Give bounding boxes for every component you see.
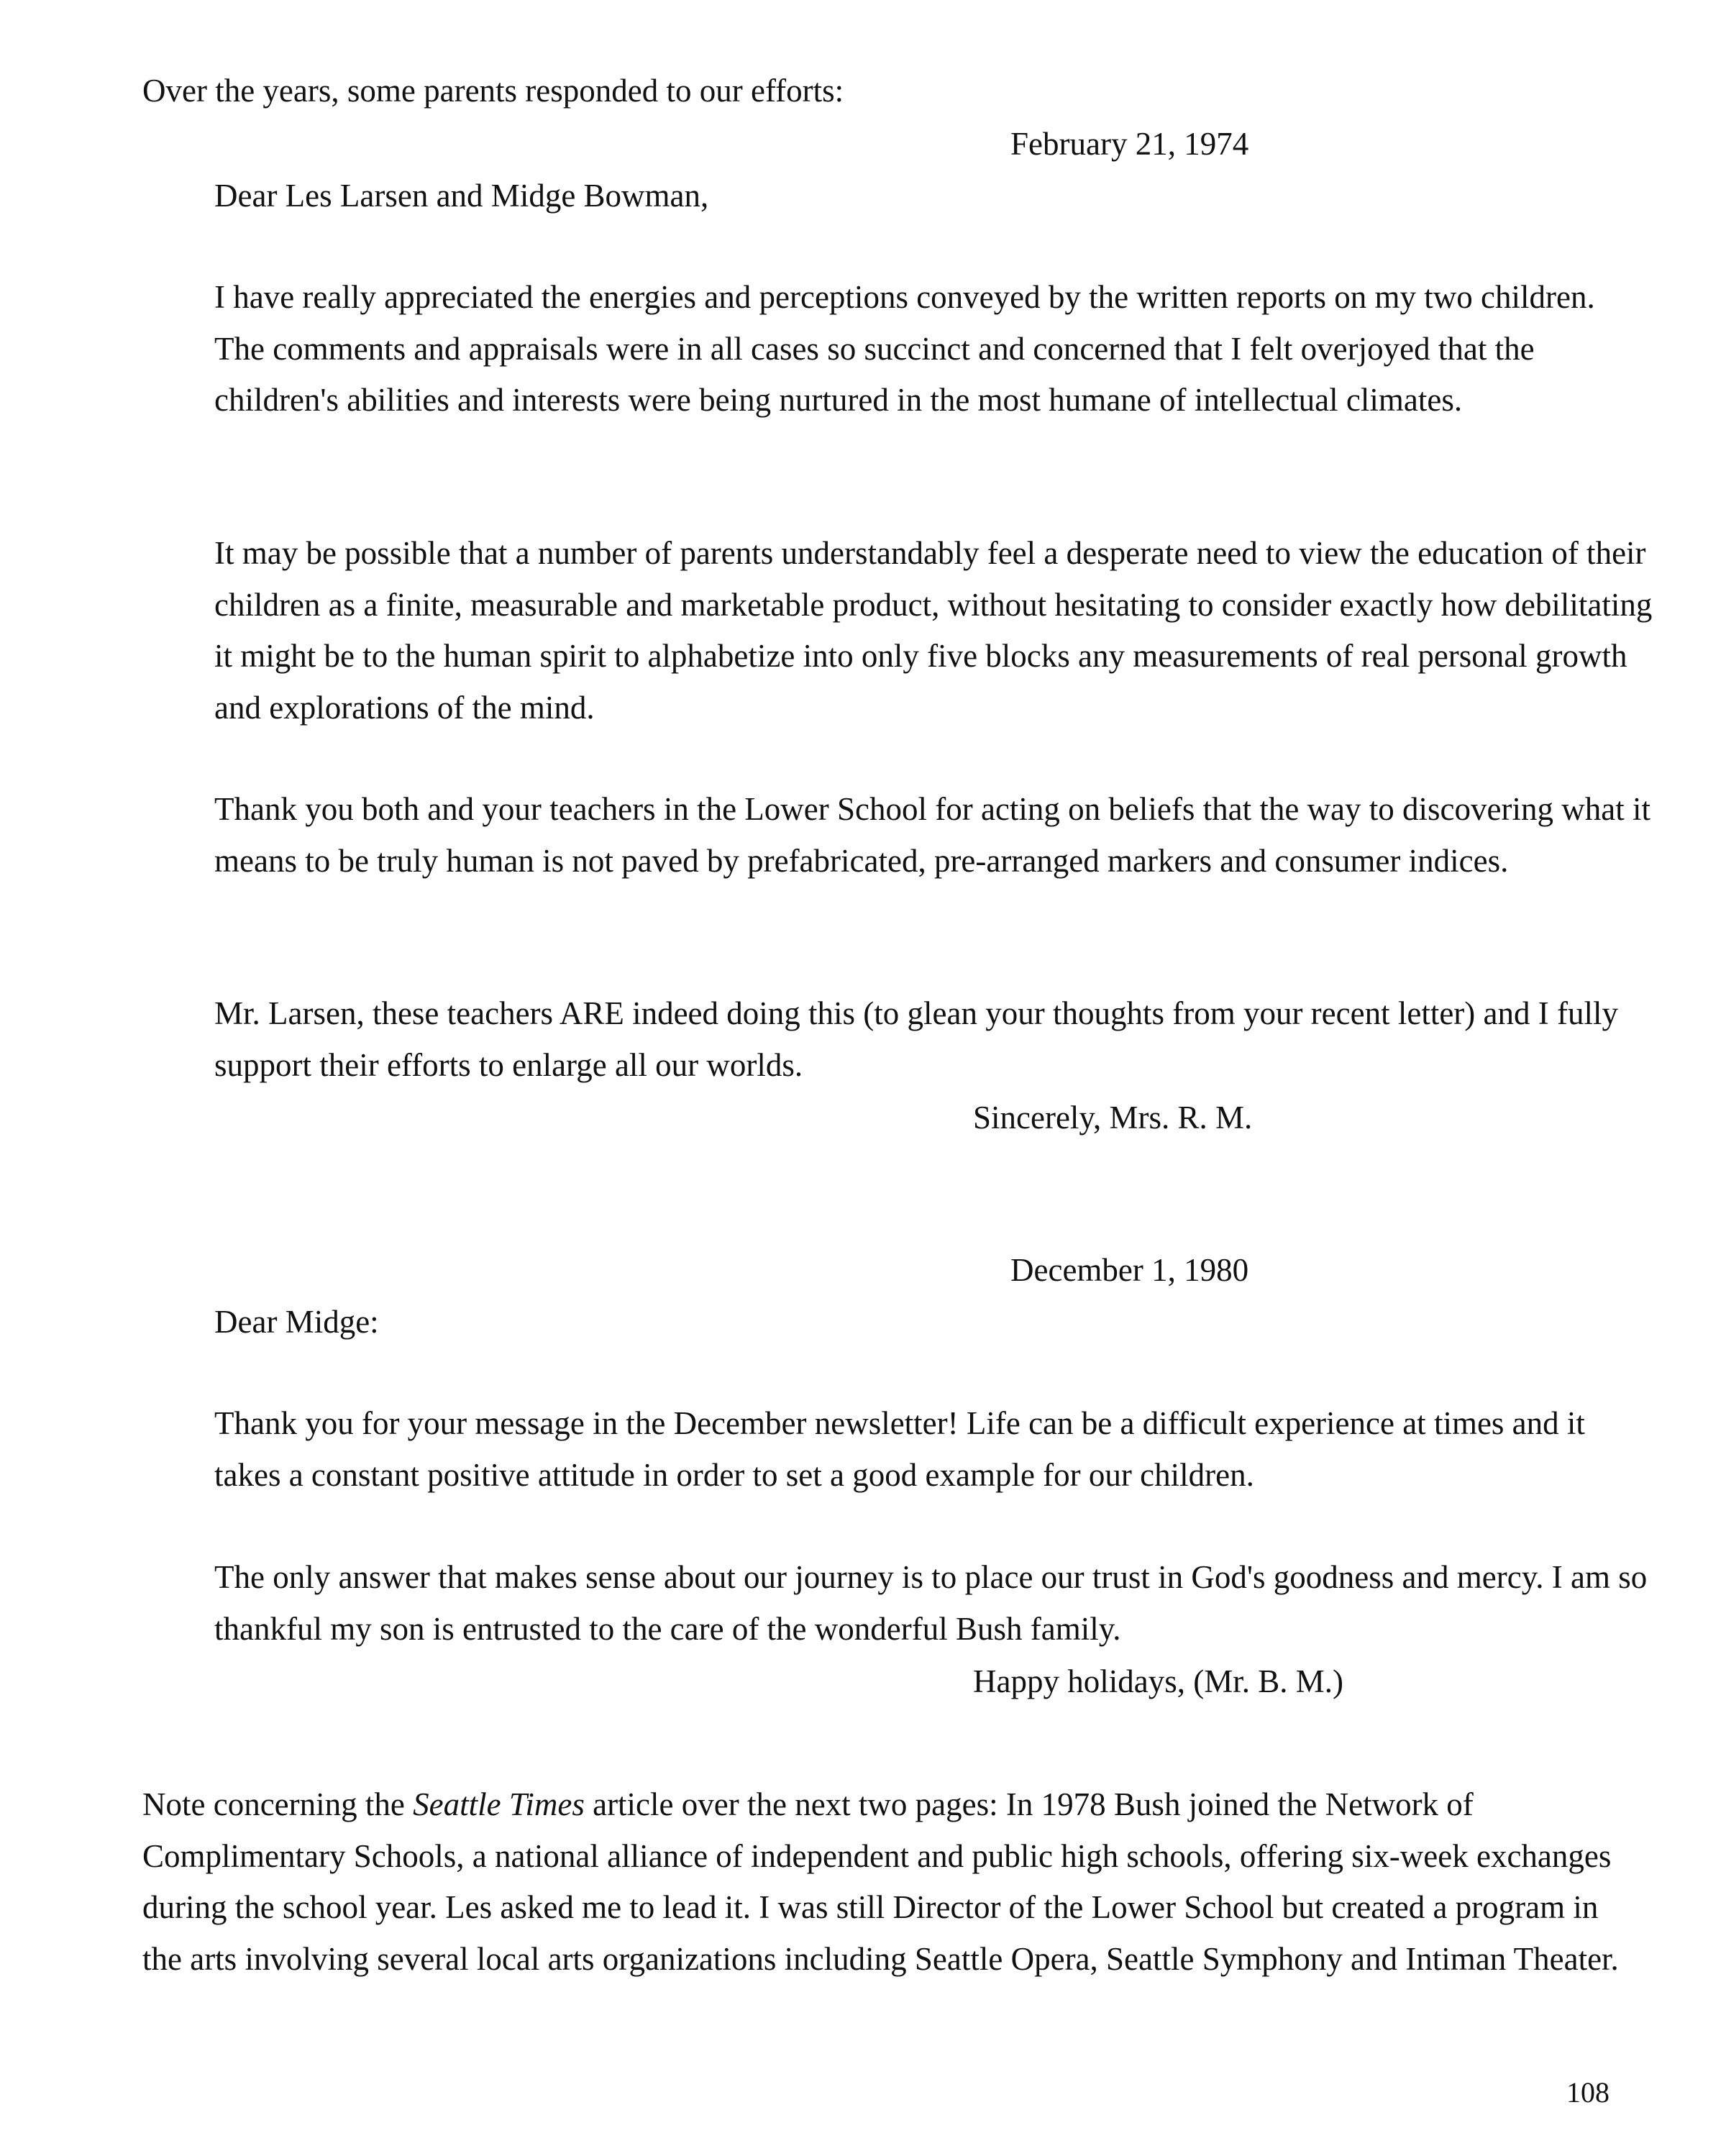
letter-2-date: December 1, 1980 xyxy=(1010,1252,1249,1288)
note-text-after: article over the next two pages: In 1978 Bush joined the Network of Complimentary Schools, a national alliance of independent and public high schools, offering six-week exchanges during the school year. Les asked me to lead it. I was still Director of the Lower School but created a program in the arts involving several local arts organizations including Seattle Opera, Seattle Symphony and Intiman Theater. xyxy=(142,1786,1619,1977)
note-paragraph xyxy=(142,1779,1638,1985)
letter-2-paragraph-2: The only answer that makes sense about our journey is to place our trust in God's goodness and mercy. I am so thankful my son is entrusted to the care of the wonderful Bush family. xyxy=(214,1559,1648,1647)
letter-1-paragraph-3: Thank you both and your teachers in the Lower School for acting on beliefs that the way to discovering what it means to be truly human is not paved by prefabricated, pre-arranged markers and consumer indices. xyxy=(214,791,1650,879)
letter-1-closing: Sincerely, Mrs. R. M. xyxy=(973,1100,1253,1136)
intro-text: Over the years, some parents responded to our efforts: xyxy=(142,73,844,109)
note-text-before: Note concerning the xyxy=(142,1786,414,1822)
letter-1-paragraph-1: I have really appreciated the energies and perceptions conveyed by the written reports on my two children. The comments and appraisals were in all cases so succinct and concerned that I felt overjoyed that the children's abilities and interests were being nurtured in the most humane of intellectual climates. xyxy=(214,279,1595,418)
letter-1-salutation: Dear Les Larsen and Midge Bowman, xyxy=(214,178,709,214)
letter-2-salutation: Dear Midge: xyxy=(214,1304,379,1340)
letter-2-paragraph-1: Thank you for your message in the December newsletter! Life can be a difficult experience at times and it takes a constant positive attitude in order to set a good example for our children. xyxy=(214,1405,1585,1493)
letter-2-closing: Happy holidays, (Mr. B. M.) xyxy=(973,1663,1343,1699)
letter-1-paragraph-2: It may be possible that a number of parents understandably feel a desperate need to view the education of their children as a finite, measurable and marketable product, without hesitating to consider exactly how debilitating it might be to the human spirit to alphabetize into only five blocks any measurements of real personal growth and explorations of the mind. xyxy=(214,535,1653,726)
publication-title: Seattle Times xyxy=(413,1786,585,1822)
page-number: 108 xyxy=(1566,2076,1609,2109)
letter-1-date: February 21, 1974 xyxy=(1010,126,1249,162)
letter-1-paragraph-4: Mr. Larsen, these teachers ARE indeed doing this (to glean your thoughts from your recent letter) and I fully support their efforts to enlarge all our worlds. xyxy=(214,995,1618,1083)
